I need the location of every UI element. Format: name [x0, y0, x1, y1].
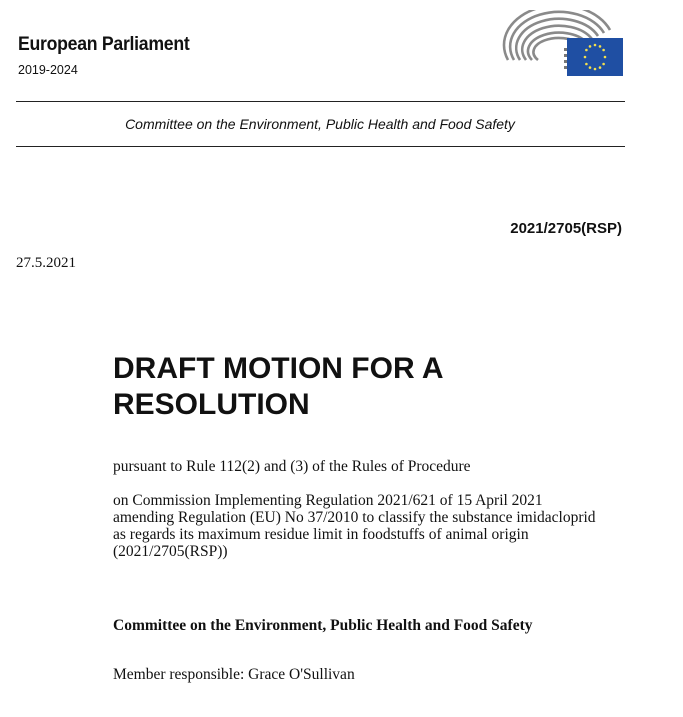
subject-line: as regards its maximum residue limit in foodstuffs of animal origin: [113, 526, 529, 543]
pursuant-text: pursuant to Rule 112(2) and (3) of the Rules of Procedure: [113, 458, 471, 475]
subject-line: amending Regulation (EU) No 37/2010 to classify the substance imidacloprid: [113, 509, 596, 526]
procedure-reference: 2021/2705(RSP): [510, 220, 622, 237]
subject-line: (2021/2705(RSP)): [113, 543, 228, 560]
institution-name: European Parliament: [18, 34, 190, 55]
header-divider-top: [16, 101, 625, 102]
committee-header: Committee on the Environment, Public Health and Food Safety: [125, 116, 515, 132]
parliamentary-term: 2019-2024: [18, 63, 78, 77]
member-responsible: Member responsible: Grace O'Sullivan: [113, 666, 355, 683]
header-divider-bottom: [16, 146, 625, 147]
subject-line: on Commission Implementing Regulation 2021/621 of 15 April 2021: [113, 492, 543, 509]
european-parliament-logo-icon: [500, 10, 625, 78]
document-title: [113, 351, 533, 423]
subject-text: [113, 492, 633, 560]
responsible-committee: Committee on the Environment, Public Health and Food Safety: [113, 617, 533, 634]
title-line-2: RESOLUTION: [113, 388, 310, 421]
document-date: 27.5.2021: [16, 255, 76, 271]
title-line-1: DRAFT MOTION FOR A: [113, 352, 444, 385]
